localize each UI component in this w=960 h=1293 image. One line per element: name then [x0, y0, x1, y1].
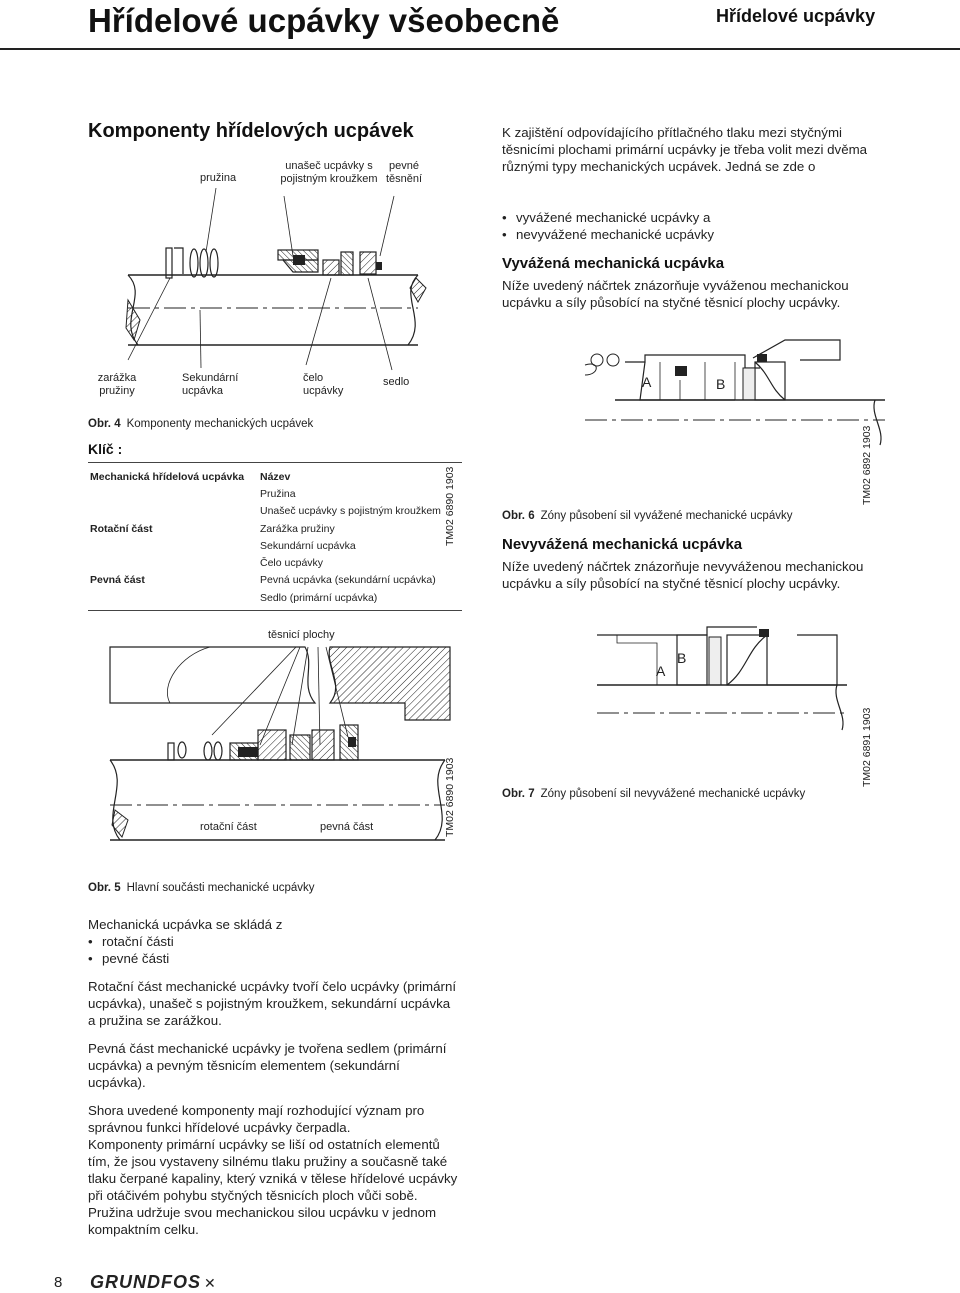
label-rotacni-cast: rotační část: [200, 821, 257, 833]
fig6-label-a: A: [642, 374, 652, 390]
table-row: [90, 537, 441, 554]
key-col2-header: Název: [260, 470, 291, 483]
table-row: [90, 572, 441, 589]
key-rule-bottom: [88, 610, 462, 611]
page-number: 8: [54, 1274, 63, 1291]
brand-logo: [90, 1272, 217, 1293]
key-name: Čelo ucpávky: [260, 557, 324, 570]
label-sekundarni: Sekundární ucpávka: [182, 372, 239, 397]
key-group: [90, 503, 260, 520]
label-pevna-cast: pevná část: [320, 821, 374, 833]
label-celo: čelo ucpávky: [303, 372, 344, 397]
fig7-caption-num: Obr. 7: [502, 788, 535, 800]
unbalanced-text: Níže uvedený náčrtek znázorňuje nevyváženou mechanickou ucpávku a síly působící na styčné těsnicí plochy ucpávky.: [502, 559, 864, 591]
key-name: Sedlo (primární ucpávka): [260, 591, 378, 604]
figure-5: [100, 625, 465, 875]
body-p3: Shora uvedené komponenty mají rozhodující význam pro správnou funkci hřídelové ucpávky čerpadla.: [88, 1103, 425, 1135]
key-group: Rotační část: [90, 522, 153, 535]
list-item: • rotační části: [88, 933, 460, 950]
key-group: [90, 485, 260, 502]
table-row: [90, 520, 441, 537]
right-bullets: [502, 209, 874, 243]
section-title: Hřídelové ucpávky: [716, 6, 876, 26]
key-group: [90, 589, 260, 606]
fig6-tm-code: TM02 6892 1903: [861, 425, 873, 505]
key-name: Pevná ucpávka (sekundární ucpávka): [260, 574, 436, 587]
body-intro: Mechanická ucpávka se skládá z: [88, 917, 283, 932]
fig7-label-b: B: [677, 650, 687, 666]
key-group: [90, 554, 260, 571]
label-unasec: unašeč ucpávky s pojistným kroužkem: [280, 160, 378, 185]
key-col1-header: Mechanická hřídelová ucpávka: [90, 470, 245, 483]
table-row: [90, 503, 441, 520]
list-item: • nevyvážené mechanické ucpávky: [502, 226, 874, 243]
table-row: [90, 485, 441, 502]
left-body: [88, 916, 460, 1238]
key-group: [90, 537, 260, 554]
fig4-caption-text: Komponenty mechanických ucpávek: [126, 418, 314, 430]
fig7-caption-text: Zóny působení sil nevyvážené mechanické ucpávky: [540, 788, 806, 800]
fig4-caption-num: Obr. 4: [88, 418, 121, 430]
label-sedlo: sedlo: [383, 376, 410, 388]
fig7-tm-code: TM02 6891 1903: [861, 707, 873, 787]
header-rule: [0, 48, 960, 50]
fig6-label-b: B: [716, 376, 726, 392]
figure-6-drawing: [585, 340, 885, 450]
body-p2: Pevná část mechanické ucpávky je tvořena sedlem (primární ucpávka) a pevným těsnicím elementem (sekundární ucpávka).: [88, 1041, 447, 1090]
label-tesnici-plochy: těsnicí plochy: [268, 629, 335, 641]
key-name: Zarážka pružiny: [260, 522, 335, 535]
body-p4: Komponenty primární ucpávky se liší od ostatních elementů tím, že jsou vystaveny silnému tlaku pružiny a současně také tlaku čerpané kapaliny, který vzniká v tělese hřídelové ucpávky při otáčivém pohybu styčných těsnicích ploch vůči sobě. Pružina udržuje svou mechanickou silou ucpávku v jednom kompaktním celku.: [88, 1137, 458, 1237]
key-name: Unašeč ucpávky s pojistným kroužkem: [260, 505, 441, 518]
fig7-label-a: A: [656, 663, 666, 679]
label-zarazka: zarážka pružiny: [97, 372, 137, 397]
fig5-caption: [88, 882, 315, 894]
key-header-row: [90, 468, 441, 485]
fig5-tm-code: TM02 6890 1903: [444, 757, 456, 837]
list-item: • vyvážené mechanické ucpávky a: [502, 209, 874, 226]
brand-mark-icon: ✕: [204, 1275, 217, 1291]
list-item: • pevné části: [88, 950, 460, 967]
label-pevne-tesneni: pevné těsnění: [385, 160, 423, 185]
key-table: [90, 468, 441, 606]
key-name: Pružina: [260, 487, 296, 500]
fig4-caption: [88, 418, 313, 430]
table-row: [90, 589, 441, 606]
figure-5-drawing: [100, 625, 465, 875]
balanced-text: Níže uvedený náčrtek znázorňuje vyváženou mechanickou ucpávku a síly působící na styčné těsnicí plochy ucpávky.: [502, 278, 849, 310]
fig7-caption: [502, 788, 805, 800]
label-pruzina: pružina: [200, 172, 237, 184]
fig5-caption-text: Hlavní součásti mechanické ucpávky: [126, 882, 315, 894]
right-intro: K zajištění odpovídajícího přítlačného tlaku mezi styčnými těsnicími plochami primární ucpávky je třeba volit mezi dvěma různými typy mechanických ucpávek. Jedná se zde o: [502, 125, 868, 174]
body-p1: Rotační část mechanické ucpávky tvoří čelo ucpávky (primární ucpávka), unašeč s pojistným kroužkem, sekundární ucpávka a pružina se zarážkou.: [88, 979, 457, 1028]
figure-7-drawing: [597, 625, 847, 735]
fig6-caption: [502, 510, 792, 522]
key-title: Klíč :: [88, 441, 123, 457]
key-name: Sekundární ucpávka: [260, 539, 356, 552]
brand-name: GRUNDFOS: [90, 1272, 201, 1292]
fig6-caption-text: Zóny působení sil vyvážené mechanické ucpávky: [540, 510, 793, 522]
page-title: Hřídelové ucpávky všeobecně: [88, 2, 560, 39]
body-bullets: [88, 933, 460, 967]
key-group: Pevná část: [90, 574, 145, 587]
balanced-heading: Vyvážená mechanická ucpávka: [502, 255, 725, 272]
table-row: [90, 554, 441, 571]
key-rule-top: [88, 462, 462, 463]
unbalanced-heading: Nevyvážená mechanická ucpávka: [502, 536, 743, 553]
fig5-caption-num: Obr. 5: [88, 882, 121, 894]
components-heading: Komponenty hřídelových ucpávek: [88, 120, 414, 142]
fig6-caption-num: Obr. 6: [502, 510, 535, 522]
fig4-tm-code: TM02 6890 1903: [444, 466, 456, 546]
